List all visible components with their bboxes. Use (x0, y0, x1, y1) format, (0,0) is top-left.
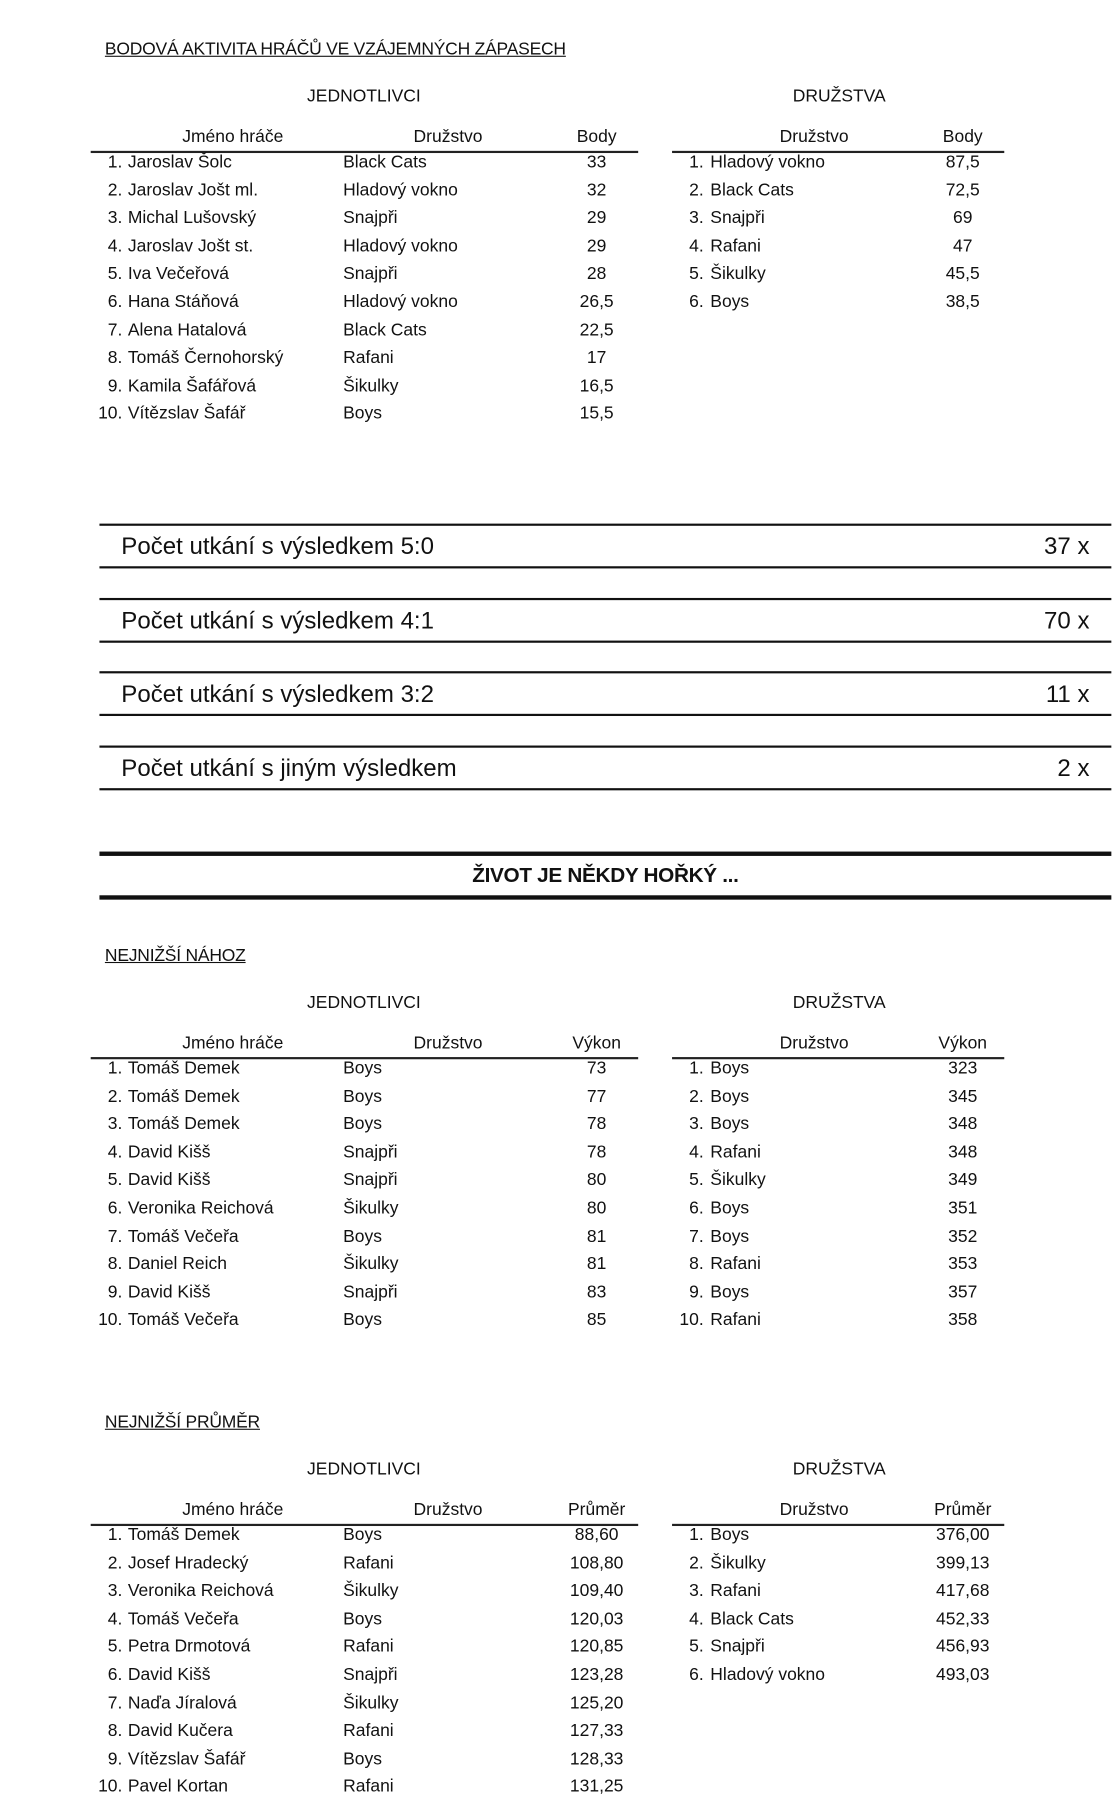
rank: 1. (107, 1059, 123, 1078)
team-name: Hladový vokno (343, 236, 458, 256)
team-name: Snajpři (343, 208, 398, 228)
table-row (0, 1171, 1093, 1202)
header-team: Družstvo (413, 1034, 483, 1053)
count-label: Počet utkání s jiným výsledkem (121, 754, 457, 782)
player-name: Tomáš Demek (127, 1115, 240, 1134)
rank: 8. (107, 348, 123, 368)
header-team: Družstvo (413, 1500, 483, 1520)
table-row (0, 1115, 1093, 1146)
team-name: Rafani (710, 1255, 761, 1274)
team-name: Black Cats (343, 320, 427, 340)
table-row (0, 1778, 656, 1808)
team-name: Hladový vokno (710, 1665, 825, 1685)
team-name: Boys (710, 1087, 750, 1106)
count-value: 11 x (1045, 679, 1090, 708)
player-name: Jaroslav Jošt ml. (127, 181, 259, 200)
player-name: Alena Hatalová (127, 320, 247, 340)
team-name: Šikulky (343, 376, 399, 396)
header-team: Družstvo (779, 127, 849, 147)
header-team: Družstvo (779, 1034, 849, 1053)
table-row (0, 1666, 1093, 1697)
rank: 4. (689, 1609, 704, 1629)
table-row (0, 209, 1093, 240)
value: 348 (948, 1115, 978, 1134)
value: 493,03 (935, 1665, 990, 1685)
count-box-3-2 (99, 671, 1111, 716)
rank: 3. (689, 1581, 704, 1601)
player-name: Josef Hradecký (127, 1554, 249, 1573)
team-name: Snajpři (710, 1637, 765, 1657)
table-row (0, 321, 656, 352)
rank: 1. (689, 1526, 704, 1545)
rank: 7. (107, 1227, 123, 1246)
player-name: Michal Lušovský (127, 208, 257, 228)
value: 80 (586, 1171, 607, 1190)
rank: 1. (689, 153, 704, 172)
player-name: Daniel Reich (127, 1255, 227, 1274)
team-name: Boys (343, 1227, 383, 1246)
team-name: Šikulky (343, 1693, 399, 1713)
header-player-name: Jméno hráče (182, 1034, 284, 1053)
individuals-title: JEDNOTLIVCI (307, 1460, 421, 1480)
value: 452,33 (935, 1609, 990, 1629)
player-name: Jaroslav Šolc (127, 153, 232, 172)
value: 83 (586, 1283, 607, 1302)
value: 125,20 (569, 1693, 624, 1713)
rank: 6. (107, 1665, 123, 1685)
player-name: Tomáš Večeřa (127, 1227, 239, 1246)
value: 352 (948, 1227, 978, 1246)
player-name: Iva Večeřová (127, 264, 229, 284)
value: 69 (953, 208, 973, 228)
value: 33 (586, 153, 607, 172)
table-row (0, 1227, 1093, 1258)
team-name: Boys (343, 1115, 383, 1134)
team-name: Rafani (343, 1721, 394, 1741)
value: 349 (948, 1171, 978, 1190)
table-row (0, 1311, 1093, 1342)
player-name: David Kišš (127, 1283, 211, 1302)
value: 345 (948, 1087, 978, 1106)
value: 128,33 (569, 1749, 624, 1769)
table-row (0, 377, 656, 408)
count-label: Počet utkání s výsledkem 4:1 (121, 606, 434, 635)
team-name: Boys (710, 1283, 750, 1302)
player-name: Tomáš Demek (127, 1526, 240, 1545)
table-row (0, 1582, 1093, 1613)
rank: 2. (107, 1554, 123, 1573)
rank: 1. (107, 153, 123, 172)
rank: 4. (107, 1609, 123, 1629)
rank: 5. (689, 1637, 704, 1657)
rank: 8. (689, 1255, 704, 1274)
rank: 3. (107, 1581, 123, 1601)
header-player-name: Jméno hráče (182, 127, 284, 147)
player-name: Veronika Reichová (127, 1581, 274, 1601)
rank: 2. (689, 1087, 704, 1106)
table-row (0, 237, 1093, 268)
team-name: Boys (710, 1526, 750, 1545)
value: 357 (948, 1283, 978, 1302)
header-value: Výkon (572, 1034, 621, 1053)
team-name: Rafani (343, 348, 394, 368)
team-name: Black Cats (710, 1609, 794, 1629)
value: 16,5 (579, 376, 614, 396)
rank: 6. (107, 292, 123, 312)
table-row (0, 265, 1093, 296)
individuals-title: JEDNOTLIVCI (307, 993, 421, 1013)
team-name: Hladový vokno (710, 153, 825, 172)
rank: 7. (107, 320, 123, 340)
team-name: Boys (343, 1311, 383, 1330)
rank: 6. (107, 1199, 123, 1218)
rank: 4. (107, 236, 123, 256)
table-row (0, 1750, 656, 1781)
rank: 4. (107, 1143, 123, 1162)
rank: 3. (107, 208, 123, 228)
header-value: Body (942, 127, 983, 147)
team-name: Boys (343, 1749, 383, 1769)
player-name: Tomáš Demek (127, 1059, 240, 1078)
team-name: Boys (343, 1526, 383, 1545)
table-row (0, 1283, 1093, 1314)
rank: 2. (107, 181, 123, 200)
team-name: Snajpři (343, 264, 398, 284)
table-row (0, 1526, 1093, 1557)
team-name: Boys (710, 1059, 750, 1078)
value: 80 (586, 1199, 607, 1218)
count-box-5-0 (99, 524, 1111, 569)
team-name: Šikulky (710, 1554, 766, 1573)
table-row (0, 1143, 1093, 1174)
value: 323 (948, 1059, 978, 1078)
player-name: Vítězslav Šafář (127, 1749, 246, 1769)
value: 29 (586, 236, 607, 256)
count-value: 37 x (1044, 532, 1090, 560)
value: 81 (586, 1255, 607, 1274)
count-value: 70 x (1044, 606, 1090, 635)
player-name: David Kišš (127, 1171, 211, 1190)
team-name: Snajpři (343, 1665, 398, 1685)
player-name: Hana Stáňová (127, 292, 239, 312)
team-name: Rafani (343, 1637, 394, 1657)
team-name: Rafani (710, 1311, 761, 1330)
header-value: Body (576, 127, 617, 147)
value: 78 (586, 1115, 607, 1134)
team-name: Rafani (710, 236, 761, 256)
section-title: NEJNIŽŠÍ PRŮMĚR (104, 1413, 260, 1433)
rank: 3. (689, 1115, 704, 1134)
team-name: Boys (343, 1059, 383, 1078)
rank: 2. (689, 1554, 704, 1573)
rank: 9. (107, 1749, 123, 1769)
team-name: Boys (710, 292, 750, 312)
team-name: Snajpři (343, 1143, 398, 1162)
table-row (0, 1610, 1093, 1641)
table-row (0, 153, 1093, 184)
team-name: Šikulky (343, 1581, 399, 1601)
team-name: Snajpři (710, 208, 765, 228)
value: 26,5 (579, 292, 614, 312)
teams-title: DRUŽSTVA (792, 87, 886, 107)
header-value: Výkon (938, 1034, 988, 1053)
team-name: Boys (710, 1115, 750, 1134)
team-name: Boys (343, 1609, 383, 1629)
table-row (0, 181, 1093, 212)
value: 78 (586, 1143, 607, 1162)
rank: 1. (689, 1059, 704, 1078)
team-name: Rafani (343, 1554, 394, 1573)
player-name: David Kišš (127, 1143, 211, 1162)
count-label: Počet utkání s výsledkem 3:2 (121, 679, 434, 708)
player-name: Tomáš Černohorský (127, 348, 284, 368)
team-name: Šikulky (343, 1255, 399, 1274)
count-box-4-1 (99, 598, 1111, 643)
team-name: Boys (710, 1227, 750, 1246)
team-name: Šikulky (343, 1199, 399, 1218)
player-name: Jaroslav Jošt st. (127, 236, 254, 256)
team-name: Hladový vokno (343, 181, 458, 200)
player-name: David Kišš (127, 1665, 211, 1685)
value: 351 (948, 1199, 978, 1218)
team-name: Boys (343, 1087, 383, 1106)
team-name: Snajpři (343, 1283, 398, 1302)
table-row (0, 293, 1093, 324)
value: 376,00 (935, 1526, 990, 1545)
rank: 10. (98, 1311, 123, 1330)
player-name: Veronika Reichová (127, 1199, 274, 1218)
value: 32 (586, 181, 607, 200)
player-name: Kamila Šafářová (127, 376, 257, 396)
team-name: Rafani (710, 1143, 761, 1162)
value: 348 (948, 1143, 978, 1162)
value: 399,13 (935, 1554, 990, 1573)
rank: 9. (107, 376, 123, 396)
table-row (0, 1199, 1093, 1230)
value: 81 (586, 1227, 607, 1246)
value: 77 (586, 1087, 607, 1106)
header-team: Družstvo (779, 1500, 849, 1520)
player-name: Petra Drmotová (127, 1637, 251, 1657)
team-name: Šikulky (710, 264, 766, 284)
rank: 4. (689, 1143, 704, 1162)
table-row (0, 405, 656, 436)
individuals-title: JEDNOTLIVCI (307, 87, 421, 107)
value: 88,60 (574, 1526, 619, 1545)
team-name: Snajpři (343, 1171, 398, 1190)
section-title: NEJNIŽŠÍ NÁHOZ (104, 946, 246, 966)
count-label: Počet utkání s výsledkem 5:0 (121, 532, 434, 560)
teams-title: DRUŽSTVA (792, 1460, 886, 1480)
rank: 10. (98, 1777, 123, 1797)
player-name: Tomáš Večeřa (127, 1609, 239, 1629)
value: 120,03 (569, 1609, 624, 1629)
value: 417,68 (935, 1581, 990, 1601)
banner (99, 852, 1111, 900)
rank: 5. (107, 264, 123, 284)
rank: 2. (107, 1087, 123, 1106)
rank: 3. (689, 208, 704, 228)
header-value: Průměr (567, 1500, 626, 1520)
rank: 8. (107, 1721, 123, 1741)
count-value: 2 x (1057, 754, 1090, 782)
rank: 6. (689, 1665, 704, 1685)
teams-title: DRUŽSTVA (792, 993, 886, 1013)
header-player-name: Jméno hráče (182, 1500, 284, 1520)
value: 85 (586, 1311, 607, 1330)
player-name: Tomáš Demek (127, 1087, 240, 1106)
value: 38,5 (945, 292, 980, 312)
section-title: BODOVÁ AKTIVITA HRÁČŮ VE VZÁJEMNÝCH ZÁPASECH (104, 40, 566, 60)
team-name: Black Cats (343, 153, 427, 172)
rank: 7. (689, 1227, 704, 1246)
player-name: David Kučera (127, 1721, 233, 1741)
team-name: Rafani (710, 1581, 761, 1601)
value: 17 (586, 348, 607, 368)
value: 47 (953, 236, 973, 256)
value: 15,5 (579, 404, 614, 424)
value: 353 (948, 1255, 978, 1274)
value: 456,93 (935, 1637, 990, 1657)
table-row (0, 349, 656, 380)
team-name: Black Cats (710, 181, 794, 200)
header-team: Družstvo (413, 127, 483, 147)
player-name: Tomáš Večeřa (127, 1311, 239, 1330)
rank: 10. (98, 404, 123, 424)
value: 29 (586, 208, 607, 228)
value: 127,33 (569, 1721, 624, 1741)
count-box-other (99, 746, 1111, 791)
value: 72,5 (945, 181, 980, 200)
team-name: Šikulky (710, 1171, 766, 1190)
value: 108,80 (569, 1554, 624, 1573)
team-name: Boys (343, 404, 383, 424)
value: 109,40 (569, 1581, 624, 1601)
rank: 3. (107, 1115, 123, 1134)
rank: 10. (679, 1311, 704, 1330)
value: 131,25 (569, 1777, 624, 1797)
rank: 5. (689, 1171, 704, 1190)
value: 73 (586, 1059, 607, 1078)
team-name: Rafani (343, 1777, 394, 1797)
value: 22,5 (579, 320, 614, 340)
table-row (0, 1087, 1093, 1118)
value: 87,5 (945, 153, 980, 172)
player-name: Naďa Jíralová (127, 1693, 237, 1713)
rank: 6. (689, 292, 704, 312)
player-name: Vítězslav Šafář (127, 404, 246, 424)
rank: 6. (689, 1199, 704, 1218)
rank: 5. (689, 264, 704, 284)
value: 120,85 (569, 1637, 624, 1657)
table-row (0, 1255, 1093, 1286)
rank: 9. (107, 1283, 123, 1302)
value: 123,28 (569, 1665, 624, 1685)
rank: 8. (107, 1255, 123, 1274)
value: 45,5 (945, 264, 980, 284)
rank: 9. (689, 1283, 704, 1302)
rank: 5. (107, 1637, 123, 1657)
value: 358 (948, 1311, 978, 1330)
table-row (0, 1722, 656, 1753)
rank: 4. (689, 236, 704, 256)
team-name: Hladový vokno (343, 292, 458, 312)
rank: 7. (107, 1693, 123, 1713)
rank: 1. (107, 1526, 123, 1545)
table-row (0, 1554, 1093, 1585)
table-row (0, 1059, 1093, 1090)
player-name: Pavel Kortan (127, 1777, 228, 1797)
value: 28 (586, 264, 607, 284)
header-value: Průměr (934, 1500, 992, 1520)
team-name: Boys (710, 1199, 750, 1218)
banner-text: ŽIVOT JE NĚKDY HOŘKÝ ... (472, 864, 739, 888)
table-row (0, 1694, 656, 1725)
table-row (0, 1638, 1093, 1669)
rank: 2. (689, 181, 704, 200)
rank: 5. (107, 1171, 123, 1190)
